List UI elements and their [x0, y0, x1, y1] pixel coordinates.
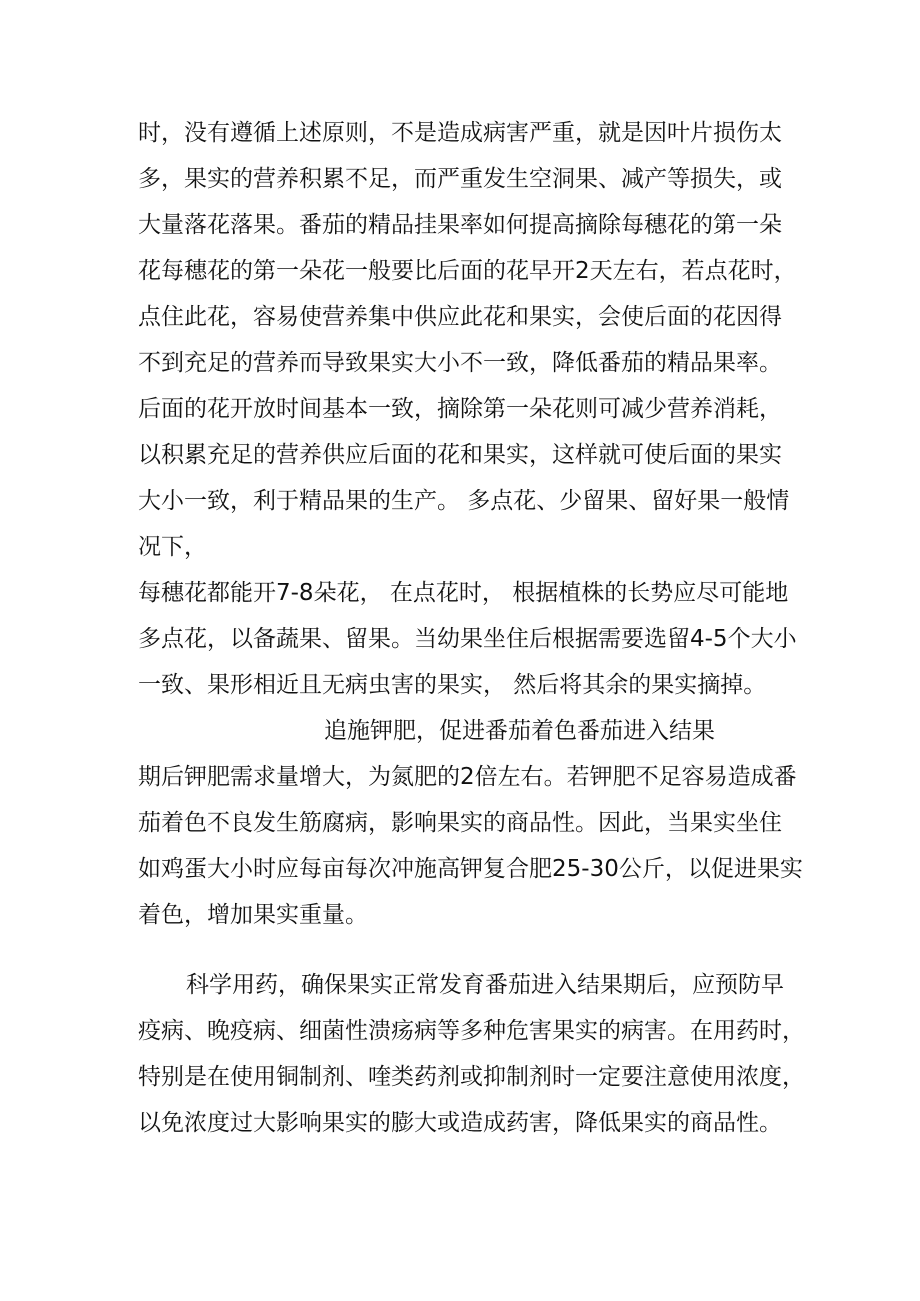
section-heading-potassium: 追施钾肥，促进番茄着色番茄进入结果	[324, 718, 715, 744]
text-line-1: 时，没有遵循上述原则，不是造成病害严重，就是因叶片损伤太	[138, 120, 782, 146]
text-line-15: 期后钾肥需求量增大，为氮肥的2倍左右。若钾肥不足容易造成番	[138, 764, 797, 790]
text-line-5: 点住此花，容易使营养集中供应此花和果实，会使后面的花因得	[138, 304, 782, 330]
text-line-20: 疫病、晚疫病、细菌性溃疡病等多种危害果实的病害。在用药时，	[138, 1018, 805, 1044]
text-line-12: 多点花，以备蔬果、留果。当幼果坐住后根据需要选留4-5个大小	[138, 626, 797, 652]
text-line-7: 后面的花开放时间基本一致，摘除第一朵花则可减少营养消耗，	[138, 396, 782, 422]
text-line-3: 大量落花落果。番茄的精品挂果率如何提高摘除每穗花的第一朵	[138, 212, 782, 238]
text-line-10: 况下，	[138, 534, 207, 560]
text-line-21: 特别是在使用铜制剂、喹类药剂或抑制剂时一定要注意使用浓度，	[138, 1064, 805, 1090]
text-line-8: 以积累充足的营养供应后面的花和果实，这样就可使后面的果实	[138, 442, 782, 468]
text-line-18: 着色，增加果实重量。	[138, 902, 368, 928]
text-line-16: 茄着色不良发生筋腐病，影响果实的商品性。因此，当果实坐住	[138, 810, 782, 836]
text-line-13: 一致、果形相近且无病虫害的果实， 然后将其余的果实摘掉。	[138, 672, 767, 698]
text-line-9: 大小一致，利于精品果的生产。 多点花、少留果、留好果一般情	[138, 488, 790, 514]
text-line-4: 花每穗花的第一朵花一般要比后面的花早开2天左右，若点花时，	[138, 258, 797, 284]
text-line-11: 每穗花都能开7-8朵花， 在点花时， 根据植株的长势应尽可能地	[138, 580, 789, 606]
body-text	[138, 110, 805, 1146]
text-line-2: 多，果实的营养积累不足，而严重发生空洞果、减产等损失，或	[138, 166, 782, 192]
text-line-17: 如鸡蛋大小时应每亩每次冲施高钾复合肥25-30公斤，以促进果实	[138, 856, 803, 882]
text-line-6: 不到充足的营养而导致果实大小不一致，降低番茄的精品果率。	[138, 350, 782, 376]
text-line-19: 科学用药，确保果实正常发育番茄进入结果期后，应预防早	[186, 972, 784, 998]
text-line-22: 以免浓度过大影响果实的膨大或造成药害，降低果实的商品性。	[138, 1110, 782, 1136]
